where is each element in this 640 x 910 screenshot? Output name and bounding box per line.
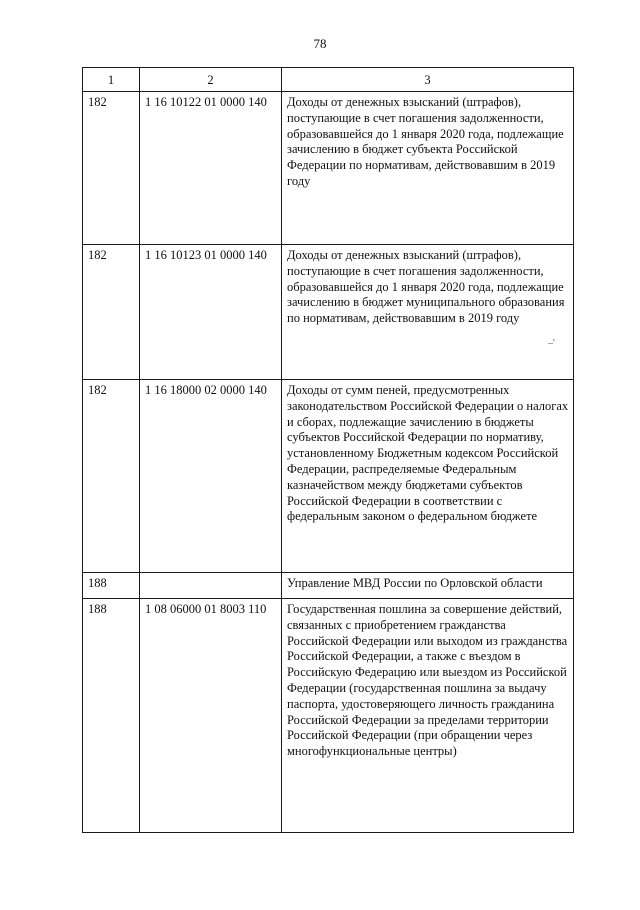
scan-artifact-mark: –' bbox=[548, 338, 555, 349]
table-row bbox=[83, 92, 574, 245]
description-cell: Доходы от сумм пеней, предусмотренных законодательством Российской Федерации о налогах и сборах, подлежащие зачислению в бюджеты субъектов Российской Федерации по нормативу, установленному Бюджетным кодексом Российской Федерации, распределяемые Федеральным казначейством между бюджетами субъектов Российской Федерации в соответствии с федеральным законом о федеральном бюджете bbox=[282, 380, 574, 573]
description-cell: Доходы от денежных взысканий (штрафов), поступающие в счет погашения задолженности, образовавшейся до 1 января 2020 года, подлежащие зачислению в бюджет муниципального образования по нормативам, действовавшим в 2019 году bbox=[282, 245, 574, 380]
admin-code-cell: 188 bbox=[83, 599, 140, 833]
description-cell: Управление МВД России по Орловской области bbox=[282, 573, 574, 599]
table-header-row bbox=[83, 68, 574, 92]
header-col-3: 3 bbox=[282, 68, 574, 92]
header-col-2: 2 bbox=[140, 68, 282, 92]
header-col-1: 1 bbox=[83, 68, 140, 92]
kbk-code-cell bbox=[140, 573, 282, 599]
description-cell: Доходы от денежных взысканий (штрафов), поступающие в счет погашения задолженности, образовавшейся до 1 января 2020 года, подлежащие зачислению в бюджет субъекта Российской Федерации по нормативам, действовавшим в 2019 году bbox=[282, 92, 574, 245]
admin-code-cell: 182 bbox=[83, 380, 140, 573]
kbk-code-cell: 1 16 10123 01 0000 140 bbox=[140, 245, 282, 380]
revenue-codes-table bbox=[82, 67, 574, 833]
table-row bbox=[83, 380, 574, 573]
admin-code-cell: 188 bbox=[83, 573, 140, 599]
admin-code-cell: 182 bbox=[83, 92, 140, 245]
table-row bbox=[83, 573, 574, 599]
description-cell: Государственная пошлина за совершение действий, связанных с приобретением гражданства Российской Федерации или выходом из гражданства Российской Федерации, а также с въездом в Российскую Федерацию или выездом из Российской Федерации (государственная пошлина за выдачу паспорта, удостоверяющего личность гражданина Российской Федерации за пределами территории Российской Федерации (при обращении через многофункциональные центры) bbox=[282, 599, 574, 833]
kbk-code-cell: 1 16 18000 02 0000 140 bbox=[140, 380, 282, 573]
page-number: 78 bbox=[313, 36, 327, 51]
kbk-code-cell: 1 16 10122 01 0000 140 bbox=[140, 92, 282, 245]
admin-code-cell: 182 bbox=[83, 245, 140, 380]
table-row bbox=[83, 245, 574, 380]
kbk-code-cell: 1 08 06000 01 8003 110 bbox=[140, 599, 282, 833]
table-row bbox=[83, 599, 574, 833]
